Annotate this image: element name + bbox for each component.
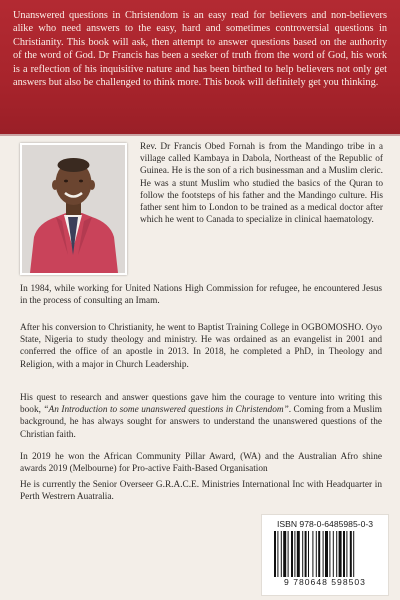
awards-paragraph: In 2019 he won the African Community Pillar Award, (WA) and the Australian Afro shine awards 2019 (Melbourne) for Pro-active Faith-Based Organisation [20, 452, 382, 475]
barcode-icon [274, 531, 380, 577]
conversion-paragraph: In 1984, while working for United Nations High Commission for refugee, he encountered Jesus in the process of consulting an Imam. [20, 284, 382, 307]
book-origin-paragraph [20, 392, 382, 441]
isbn-label: ISBN 978-0-6485985-0-3 [276, 519, 374, 529]
barcode-digits: 9 780648 598503 [284, 577, 366, 587]
book-origin-intro: His quest to research and answer questions gave him the courage to venture into writing this book, [20, 393, 382, 416]
author-bio-paragraph: Rev. Dr Francis Obed Fornah is from the Mandingo tribe in a village called Kambaya in Dabola, Northeast of the Republic of Guinea. He is the son of a rich businessman and a Muslim cleric. He was a stunt Muslim who studied the basics of the Quran to follow the footsteps of his father and the Mandingo culture. His father sent him to London to be trained as a medical doctor after which he went to Canada to specialize in clinical haematology. [140, 142, 383, 226]
book-title: “An Introduction to some unanswered questions in Christendom” [43, 405, 289, 416]
blurb-band [0, 0, 400, 136]
back-cover-blurb: Unanswered questions in Christendom is an easy read for believers and non-believers alike who need answers to the easy, hard and sometimes controversial questions in Christianity. This book will ask, then attempt to answer questions based on the authority of the word of God. Dr Francis has been a seeker of truth from the word of God, his work is a reflection of his inquisitive nature and has been birthed to help believers not only get answers but also be challenged to think more. This book will definitely get you thinking. [13, 10, 387, 89]
barcode-box [261, 514, 389, 596]
author-photo [20, 143, 127, 275]
book-origin-end: . Coming from a Muslim background, he has always sought for answers to understand the unanswered questions of the Christian faith. [20, 405, 383, 440]
education-paragraph: After his conversion to Christianity, he went to Baptist Training College in OGBOMOSHO. Oyo State, Nigeria to study theology and ministry. He was ordained as an evangelist in 2001 and conferred the office of an apostle in 2013. In 2018, he completed a PhD, in Theology and Religion, with a major in Church Leadership. [20, 323, 382, 370]
current-role-paragraph: He is currently the Senior Overseer G.R.A.C.E. Ministries International Inc with Headquarter in Perth Westrern Auatralia. [20, 480, 382, 503]
